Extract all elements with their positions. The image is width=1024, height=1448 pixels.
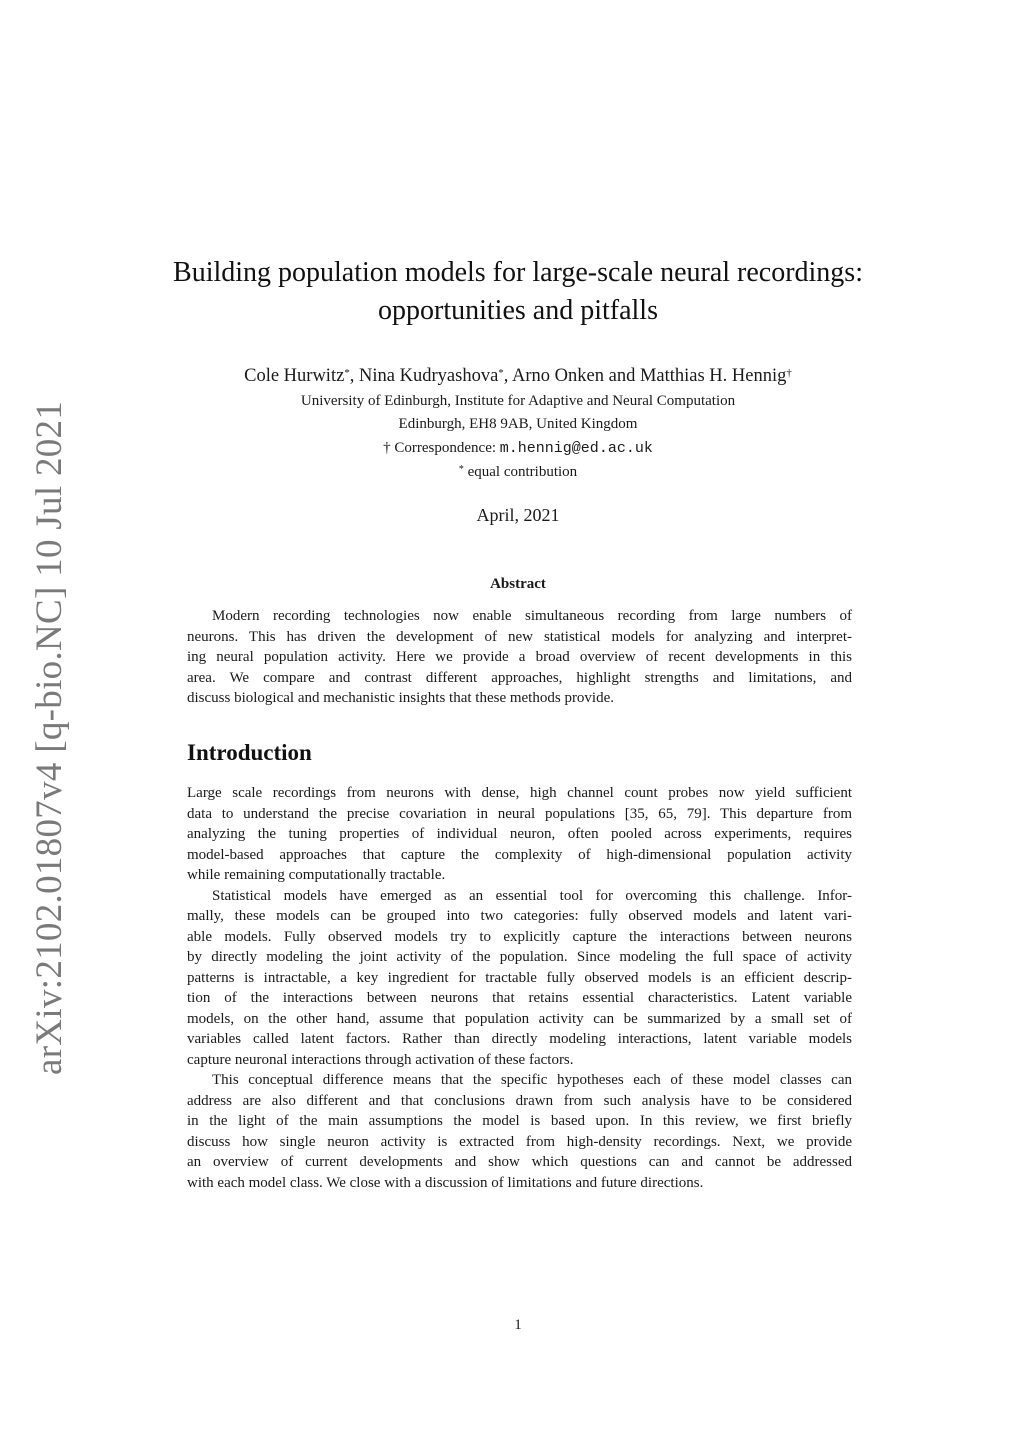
introduction-heading: Introduction xyxy=(187,740,312,765)
intro-p2-line: mally, these models can be grouped into two categories: fully observed models and latent vari- xyxy=(187,908,852,924)
intro-p2-line: capture neuronal interactions through activation of these factors. xyxy=(187,1051,574,1068)
author-2: Nina Kudryashova xyxy=(359,366,499,386)
intro-p3-line: discuss how single neuron activity is extracted from high-density recordings. Next, we provide xyxy=(187,1133,852,1150)
intro-p3-line: address are also different and that conclusions drawn from such analysis have to be considered xyxy=(187,1092,852,1109)
abstract-line: neurons. This has driven the development of new statistical models for analyzing and interpret- xyxy=(187,628,852,645)
intro-p2-line: by directly modeling the joint activity of the population. Since modeling the full space of activity xyxy=(187,949,852,965)
intro-p2-line: able models. Fully observed models try to explicitly capture the interactions between neurons xyxy=(187,928,852,945)
intro-p1-line: analyzing the tuning properties of individual neuron, often pooled across experiments, requires xyxy=(187,826,852,842)
abstract-body xyxy=(187,606,852,709)
intro-p2-line: Statistical models have emerged as an essential tool for overcoming this challenge. Infor- xyxy=(212,887,852,904)
arxiv-identifier-stamp: arXiv:2102.01807v4 [q-bio.NC] 10 Jul 2021 xyxy=(29,400,70,1075)
equal-contribution-text: equal contribution xyxy=(463,464,578,480)
publication-date: April, 2021 xyxy=(476,505,560,525)
title-line-2: opportunities and pitfalls xyxy=(378,295,658,326)
abstract-heading: Abstract xyxy=(490,576,546,592)
author-list xyxy=(100,364,936,388)
introduction-body xyxy=(187,783,852,1193)
author-2-mark: * xyxy=(498,367,504,379)
intro-p2-line: patterns is intractable, a key ingredient for tractable fully observed models is an efficient descrip- xyxy=(187,969,852,986)
intro-p2-line: models, on the other hand, assume that population activity can be summarized by a small set of xyxy=(187,1010,852,1027)
title-line-1: Building population models for large-scale neural recordings: xyxy=(173,257,863,288)
intro-p1-line: data to understand the precise covariation in neural populations [35, 65, 79]. This departure from xyxy=(187,805,852,822)
affiliation-line-2: Edinburgh, EH8 9AB, United Kingdom xyxy=(398,416,638,432)
intro-p1-line: while remaining computationally tractable. xyxy=(187,867,446,883)
page-number: 1 xyxy=(514,1317,522,1333)
author-1: Cole Hurwitz xyxy=(244,366,345,386)
intro-p1-line: Large scale recordings from neurons with dense, high channel count probes now yield sufficient xyxy=(187,785,852,801)
abstract-line: area. We compare and contrast different approaches, highlight strengths and limitations, and xyxy=(187,669,852,686)
equal-contribution-mark: * xyxy=(458,464,464,475)
intro-p3-line: This conceptual difference means that the specific hypotheses each of these model classes can xyxy=(212,1072,852,1088)
author-1-mark: * xyxy=(344,367,350,379)
intro-p3-line: an overview of current developments and show which questions can and cannot be addressed xyxy=(187,1154,852,1170)
intro-p2-line: variables called latent factors. Rather than directly modeling interactions, latent variable models xyxy=(187,1031,852,1047)
intro-p3-line: in the light of the main assumptions the model is based upon. In this review, we first briefly xyxy=(187,1113,852,1129)
abstract-line: Modern recording technologies now enable simultaneous recording from large numbers of xyxy=(212,608,852,624)
correspondence-line xyxy=(100,438,936,459)
correspondence-label: † Correspondence: xyxy=(383,440,500,456)
author-separator-1: , xyxy=(349,366,360,386)
intro-p2-line: tion of the interactions between neurons that retains essential characteristics. Latent variable xyxy=(187,990,852,1006)
abstract-line: ing neural population activity. Here we provide a broad overview of recent developments in this xyxy=(187,649,852,665)
equal-contribution-note xyxy=(100,462,936,482)
abstract-line: discuss biological and mechanistic insights that these methods provide. xyxy=(187,690,615,706)
affiliation-line-1: University of Edinburgh, Institute for Adaptive and Neural Computation xyxy=(300,393,736,409)
intro-p3-line: with each model class. We close with a discussion of limitations and future directions. xyxy=(187,1174,704,1191)
author-4-mark: † xyxy=(786,367,792,379)
authors-3-4: Arno Onken and Matthias H. Hennig xyxy=(512,366,787,386)
paper-title xyxy=(100,254,936,330)
intro-p1-line: model-based approaches that capture the complexity of high-dimensional population activity xyxy=(187,846,852,863)
author-separator-2: , xyxy=(503,366,513,386)
correspondence-email[interactable]: m.hennig@ed.ac.uk xyxy=(499,440,653,457)
